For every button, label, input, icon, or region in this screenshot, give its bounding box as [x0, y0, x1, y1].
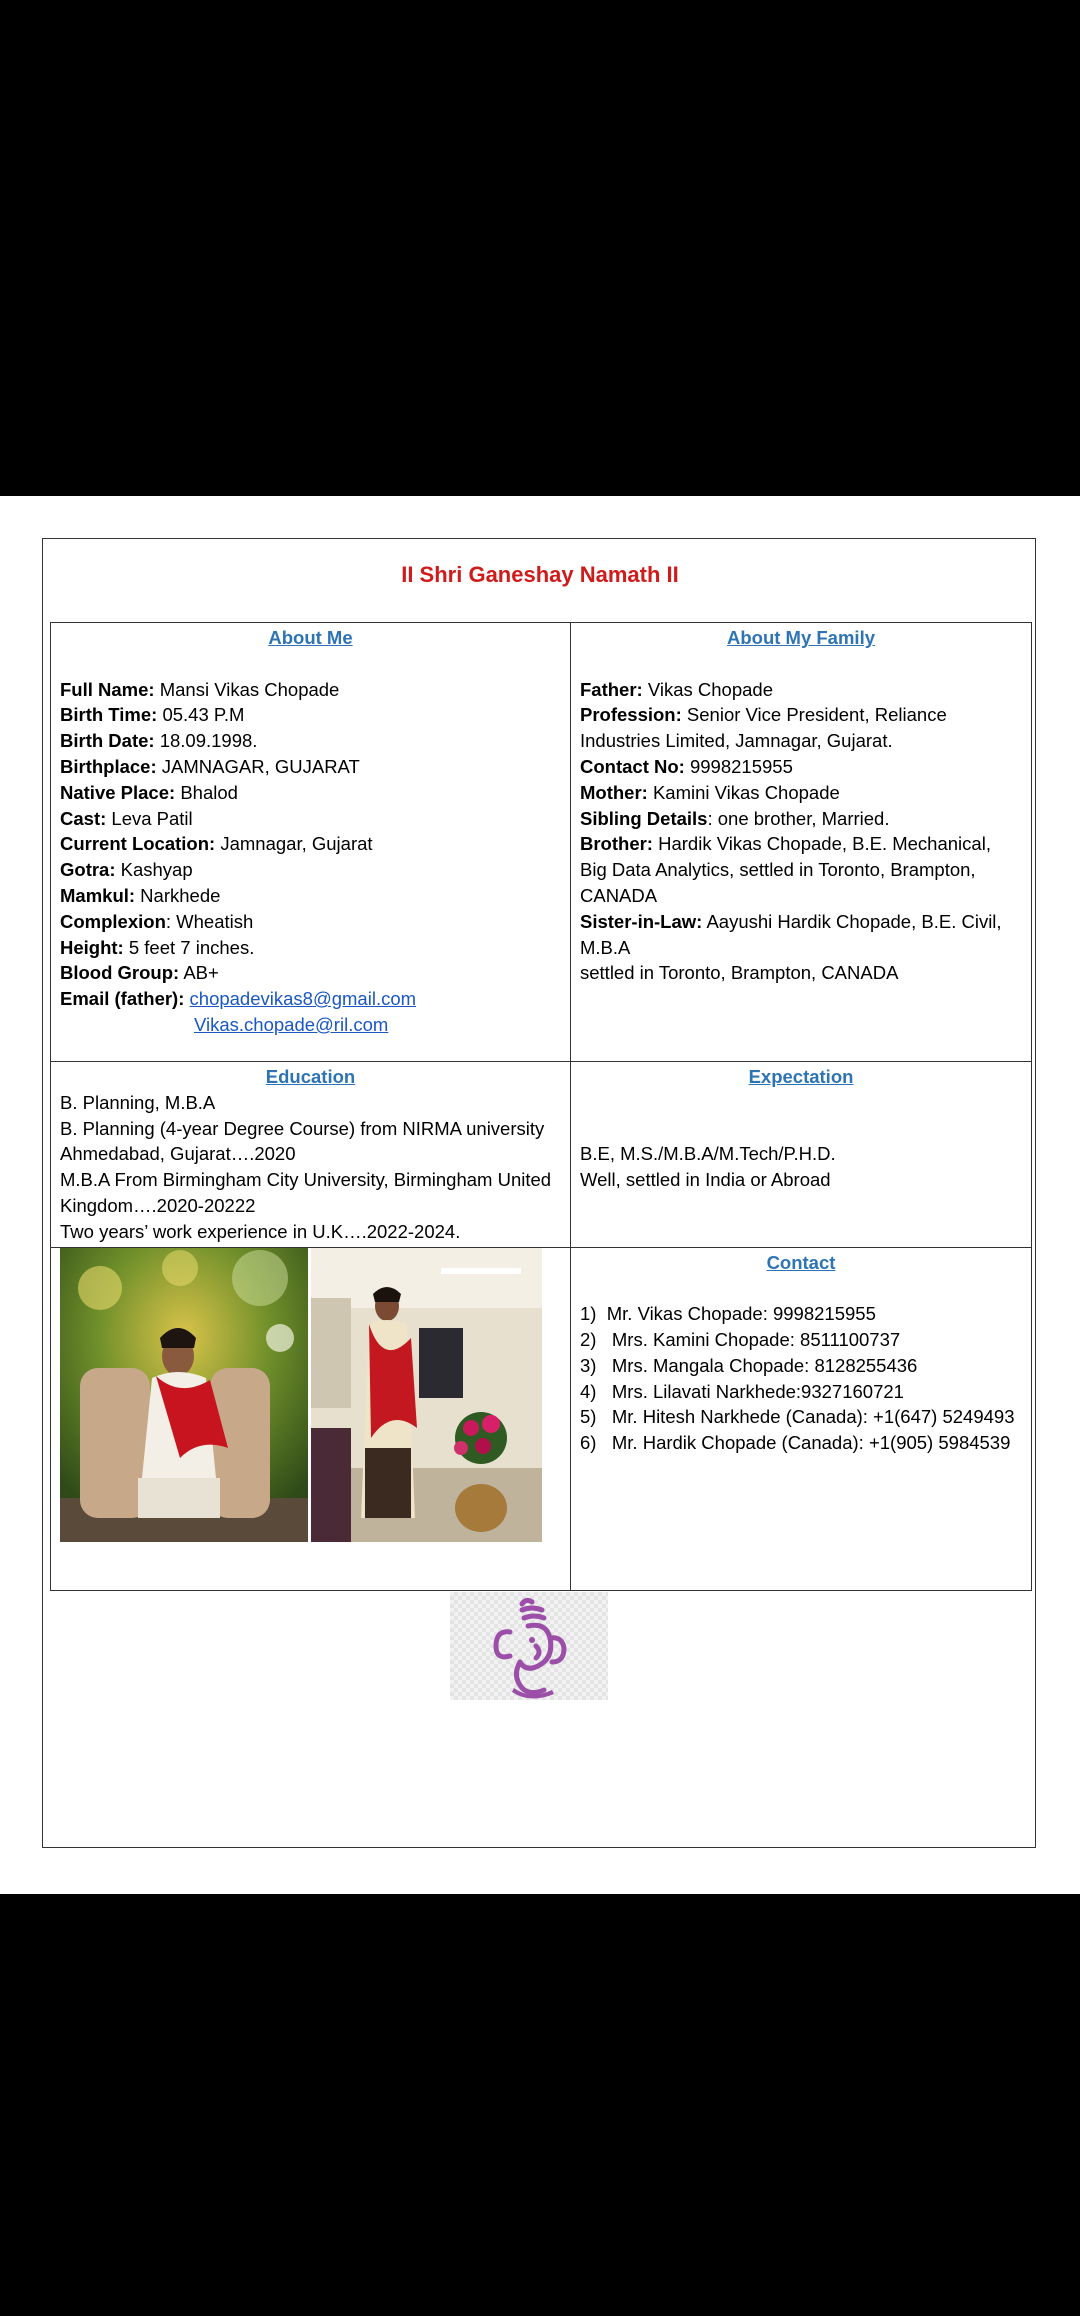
field-mamkul: Mamkul: Narkhede: [60, 884, 221, 906]
family-sister-in-law-2: settled in Toronto, Brampton, CANADA: [580, 962, 899, 984]
expectation-title: Expectation: [748, 1066, 854, 1087]
contact-item: 6) Mr. Hardik Chopade (Canada): +1(905) 5984539: [580, 1432, 1011, 1454]
contact-title: Contact: [766, 1251, 836, 1273]
contact-item: 3) Mrs. Mangala Chopade: 8128255436: [580, 1354, 918, 1376]
photo-2-image: [311, 1248, 542, 1542]
contact-cell: [571, 1247, 1032, 1590]
about-family-title: About My Family: [726, 627, 875, 648]
ganesha-logo: [450, 1592, 608, 1700]
field-birth-date: Birth Date: 18.09.1998.: [60, 730, 258, 752]
field-current-location: Current Location: Jamnagar, Gujarat: [60, 833, 373, 855]
field-birth-time: Birth Time: 05.43 P.M: [60, 704, 245, 726]
contact-item: 1) Mr. Vikas Chopade: 9998215955: [580, 1303, 876, 1325]
family-sibling: Sibling Details: one brother, Married.: [580, 807, 890, 829]
contact-item: 2) Mrs. Kamini Chopade: 8511100737: [580, 1328, 901, 1350]
profile-photo-2: [311, 1248, 542, 1542]
contact-item: 4) Mrs. Lilavati Narkhede:9327160721: [580, 1380, 904, 1402]
education-cell: [51, 1062, 571, 1248]
page-heading: II Shri Ganeshay Namath II: [401, 562, 679, 587]
family-father: Father: Vikas Chopade: [580, 678, 773, 700]
field-native-place: Native Place: Bhalod: [60, 781, 238, 803]
field-blood-group: Blood Group: AB+: [60, 962, 219, 984]
photo-1-image: [60, 1248, 308, 1542]
education-line: B. Planning, M.B.A: [60, 1091, 216, 1113]
photo-row: [60, 1248, 561, 1542]
field-full-name: Full Name: Mansi Vikas Chopade: [60, 678, 340, 700]
expectation-line: Well, settled in India or Abroad: [580, 1169, 831, 1191]
about-family-cell: [571, 623, 1032, 1062]
field-complexion: Complexion: Wheatish: [60, 910, 254, 932]
family-mother: Mother: Kamini Vikas Chopade: [580, 781, 840, 803]
family-brother: Brother: Hardik Vikas Chopade, B.E. Mechanical, Big Data Analytics, settled in Toronto, Brampton, CANADA: [580, 833, 991, 906]
field-email: Email (father): chopadevikas8@gmail.com: [60, 988, 417, 1010]
contact-item: 5) Mr. Hitesh Narkhede (Canada): +1(647) 5249493: [580, 1406, 1015, 1428]
contact-list: [580, 1301, 1022, 1456]
about-me-cell: [51, 623, 571, 1062]
email-link-2[interactable]: Vikas.chopade@ril.com: [194, 1013, 389, 1035]
education-line: Two years’ work experience in U.K….2022-2024.: [60, 1220, 461, 1242]
biodata-page: [0, 496, 1080, 1894]
email-link-1[interactable]: chopadevikas8@gmail.com: [189, 988, 417, 1010]
expectation-line: B.E, M.S./M.B.A/M.Tech/P.H.D.: [580, 1143, 836, 1165]
family-contact: Contact No: 9998215955: [580, 755, 793, 777]
expectation-cell: [571, 1062, 1032, 1248]
field-height: Height: 5 feet 7 inches.: [60, 936, 255, 958]
family-sister-in-law: Sister-in-Law: Aayushi Hardik Chopade, B.E. Civil, M.B.A: [580, 910, 1002, 958]
profile-photo-1: [60, 1248, 308, 1542]
family-profession: Profession: Senior Vice President, Reliance Industries Limited, Jamnagar, Gujarat.: [580, 704, 947, 752]
biodata-table: [50, 622, 1032, 1591]
education-line: M.B.A From Birmingham City University, Birmingham United Kingdom….2020-20222: [60, 1169, 552, 1216]
education-line: B. Planning (4-year Degree Course) from NIRMA university Ahmedabad, Gujarat….2020: [60, 1117, 545, 1165]
ganesha-icon: [450, 1592, 608, 1700]
field-birthplace: Birthplace: JAMNAGAR, GUJARAT: [60, 755, 360, 777]
field-gotra: Gotra: Kashyap: [60, 859, 193, 881]
education-title: Education: [265, 1066, 356, 1087]
field-cast: Cast: Leva Patil: [60, 807, 193, 829]
field-email-2: [60, 1012, 561, 1038]
photos-cell: [51, 1247, 571, 1590]
about-me-title: About Me: [268, 627, 353, 648]
